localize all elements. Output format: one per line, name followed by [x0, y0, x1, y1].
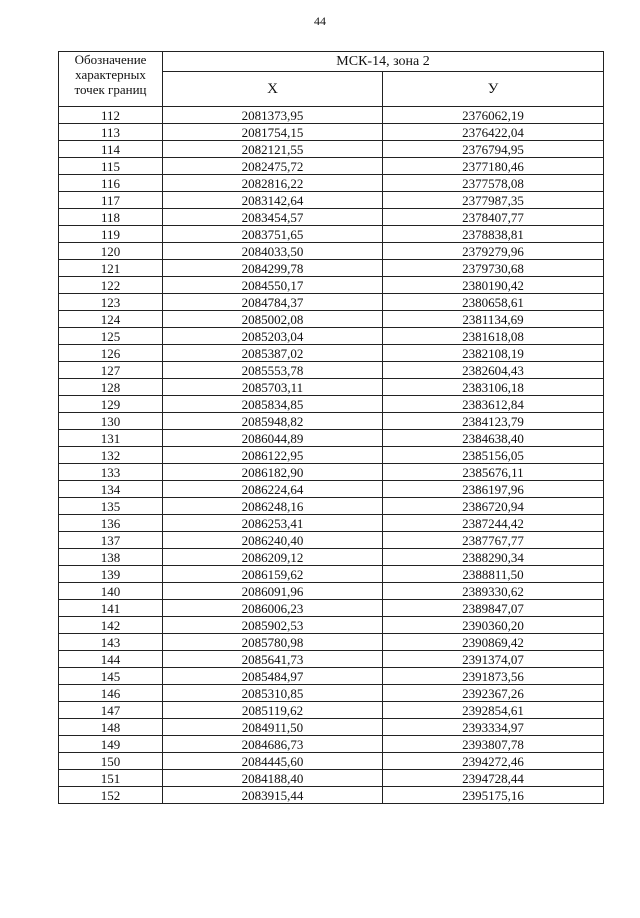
x-coordinate-cell: 2082816,22: [163, 175, 383, 192]
x-coordinate-cell: 2085119,62: [163, 702, 383, 719]
x-coordinate-cell: 2085834,85: [163, 396, 383, 413]
y-coordinate-cell: 2392854,61: [383, 702, 604, 719]
x-coordinate-cell: 2084445,60: [163, 753, 383, 770]
table-row: [59, 498, 604, 515]
y-coordinate-cell: 2389330,62: [383, 583, 604, 600]
point-id-cell: 117: [59, 192, 163, 209]
table-row: [59, 158, 604, 175]
y-coordinate-cell: 2389847,07: [383, 600, 604, 617]
y-coordinate-cell: 2393334,97: [383, 719, 604, 736]
table-row: [59, 719, 604, 736]
x-coordinate-cell: 2086182,90: [163, 464, 383, 481]
point-id-cell: 136: [59, 515, 163, 532]
table-row: [59, 226, 604, 243]
y-coordinate-cell: 2385156,05: [383, 447, 604, 464]
y-coordinate-cell: 2376794,95: [383, 141, 604, 158]
table-row: [59, 668, 604, 685]
point-id-cell: 134: [59, 481, 163, 498]
x-coordinate-cell: 2084686,73: [163, 736, 383, 753]
x-coordinate-cell: 2081754,15: [163, 124, 383, 141]
x-coordinate-cell: 2086248,16: [163, 498, 383, 515]
y-coordinate-cell: 2376422,04: [383, 124, 604, 141]
x-coordinate-cell: 2086253,41: [163, 515, 383, 532]
table-row: [59, 396, 604, 413]
table-row: [59, 481, 604, 498]
x-coordinate-cell: 2086224,64: [163, 481, 383, 498]
point-id-cell: 124: [59, 311, 163, 328]
y-coordinate-cell: 2381134,69: [383, 311, 604, 328]
x-coordinate-cell: 2081373,95: [163, 107, 383, 124]
y-coordinate-cell: 2378838,81: [383, 226, 604, 243]
table-row: [59, 566, 604, 583]
y-coordinate-cell: 2376062,19: [383, 107, 604, 124]
point-id-cell: 137: [59, 532, 163, 549]
point-id-cell: 139: [59, 566, 163, 583]
table-row: [59, 192, 604, 209]
y-coordinate-cell: 2383612,84: [383, 396, 604, 413]
table-row: [59, 124, 604, 141]
table-row: [59, 770, 604, 787]
table-row: [59, 328, 604, 345]
header-row-top: [59, 52, 604, 72]
y-coordinate-cell: 2384638,40: [383, 430, 604, 447]
y-coordinate-cell: 2391873,56: [383, 668, 604, 685]
table-row: [59, 362, 604, 379]
y-coordinate-cell: 2387244,42: [383, 515, 604, 532]
y-coordinate-cell: 2378407,77: [383, 209, 604, 226]
table-row: [59, 141, 604, 158]
table-row: [59, 175, 604, 192]
y-coordinate-cell: 2382108,19: [383, 345, 604, 362]
table-body: [59, 107, 604, 804]
y-coordinate-cell: 2390360,20: [383, 617, 604, 634]
y-column-header: У: [383, 72, 604, 107]
x-coordinate-cell: 2085948,82: [163, 413, 383, 430]
point-id-cell: 135: [59, 498, 163, 515]
point-id-cell: 131: [59, 430, 163, 447]
table-row: [59, 634, 604, 651]
x-coordinate-cell: 2083454,57: [163, 209, 383, 226]
table-row: [59, 311, 604, 328]
x-coordinate-cell: 2086240,40: [163, 532, 383, 549]
table-row: [59, 583, 604, 600]
table-row: [59, 702, 604, 719]
table-row: [59, 787, 604, 804]
table-row: [59, 209, 604, 226]
y-coordinate-cell: 2390869,42: [383, 634, 604, 651]
x-coordinate-cell: 2084784,37: [163, 294, 383, 311]
y-coordinate-cell: 2380658,61: [383, 294, 604, 311]
y-coordinate-cell: 2395175,16: [383, 787, 604, 804]
x-coordinate-cell: 2084911,50: [163, 719, 383, 736]
x-coordinate-cell: 2084550,17: [163, 277, 383, 294]
table-header: [59, 52, 604, 107]
table-row: [59, 107, 604, 124]
y-coordinate-cell: 2391374,07: [383, 651, 604, 668]
point-id-cell: 141: [59, 600, 163, 617]
x-coordinate-cell: 2084188,40: [163, 770, 383, 787]
x-coordinate-cell: 2083751,65: [163, 226, 383, 243]
x-coordinate-cell: 2086091,96: [163, 583, 383, 600]
point-id-cell: 121: [59, 260, 163, 277]
x-coordinate-cell: 2085780,98: [163, 634, 383, 651]
x-coordinate-cell: 2085203,04: [163, 328, 383, 345]
point-id-cell: 152: [59, 787, 163, 804]
table-row: [59, 277, 604, 294]
table-row: [59, 549, 604, 566]
y-coordinate-cell: 2377578,08: [383, 175, 604, 192]
x-coordinate-cell: 2085387,02: [163, 345, 383, 362]
y-coordinate-cell: 2393807,78: [383, 736, 604, 753]
coordinates-table: [58, 51, 604, 804]
x-coordinate-cell: 2085002,08: [163, 311, 383, 328]
table-row: [59, 447, 604, 464]
point-id-cell: 116: [59, 175, 163, 192]
table-row: [59, 753, 604, 770]
x-coordinate-cell: 2085553,78: [163, 362, 383, 379]
x-coordinate-cell: 2085902,53: [163, 617, 383, 634]
point-id-cell: 140: [59, 583, 163, 600]
point-id-cell: 130: [59, 413, 163, 430]
x-coordinate-cell: 2082121,55: [163, 141, 383, 158]
x-coordinate-cell: 2086159,62: [163, 566, 383, 583]
y-coordinate-cell: 2379279,96: [383, 243, 604, 260]
point-id-cell: 145: [59, 668, 163, 685]
point-id-cell: 144: [59, 651, 163, 668]
y-coordinate-cell: 2385676,11: [383, 464, 604, 481]
y-coordinate-cell: 2381618,08: [383, 328, 604, 345]
table-row: [59, 736, 604, 753]
table-row: [59, 532, 604, 549]
point-id-cell: 119: [59, 226, 163, 243]
point-id-cell: 133: [59, 464, 163, 481]
point-id-cell: 146: [59, 685, 163, 702]
designation-header: Обозначение характерных точек границ: [59, 52, 163, 107]
y-coordinate-cell: 2382604,43: [383, 362, 604, 379]
table-row: [59, 430, 604, 447]
point-id-cell: 122: [59, 277, 163, 294]
point-id-cell: 147: [59, 702, 163, 719]
y-coordinate-cell: 2379730,68: [383, 260, 604, 277]
x-coordinate-cell: 2086006,23: [163, 600, 383, 617]
point-id-cell: 148: [59, 719, 163, 736]
point-id-cell: 138: [59, 549, 163, 566]
y-coordinate-cell: 2384123,79: [383, 413, 604, 430]
x-coordinate-cell: 2083142,64: [163, 192, 383, 209]
point-id-cell: 150: [59, 753, 163, 770]
y-coordinate-cell: 2377180,46: [383, 158, 604, 175]
table-row: [59, 260, 604, 277]
point-id-cell: 143: [59, 634, 163, 651]
x-coordinate-cell: 2085641,73: [163, 651, 383, 668]
table-row: [59, 515, 604, 532]
table-row: [59, 379, 604, 396]
table-row: [59, 685, 604, 702]
point-id-cell: 127: [59, 362, 163, 379]
table-row: [59, 243, 604, 260]
y-coordinate-cell: 2392367,26: [383, 685, 604, 702]
y-coordinate-cell: 2394728,44: [383, 770, 604, 787]
y-coordinate-cell: 2383106,18: [383, 379, 604, 396]
x-column-header: Х: [163, 72, 383, 107]
table-row: [59, 345, 604, 362]
y-coordinate-cell: 2388811,50: [383, 566, 604, 583]
x-coordinate-cell: 2083915,44: [163, 787, 383, 804]
y-coordinate-cell: 2386720,94: [383, 498, 604, 515]
y-coordinate-cell: 2388290,34: [383, 549, 604, 566]
point-id-cell: 113: [59, 124, 163, 141]
x-coordinate-cell: 2085484,97: [163, 668, 383, 685]
point-id-cell: 115: [59, 158, 163, 175]
point-id-cell: 123: [59, 294, 163, 311]
point-id-cell: 132: [59, 447, 163, 464]
x-coordinate-cell: 2084033,50: [163, 243, 383, 260]
point-id-cell: 112: [59, 107, 163, 124]
table-row: [59, 651, 604, 668]
table-row: [59, 294, 604, 311]
x-coordinate-cell: 2086209,12: [163, 549, 383, 566]
table-row: [59, 617, 604, 634]
point-id-cell: 142: [59, 617, 163, 634]
y-coordinate-cell: 2394272,46: [383, 753, 604, 770]
point-id-cell: 129: [59, 396, 163, 413]
point-id-cell: 125: [59, 328, 163, 345]
coordinate-system-header: МСК-14, зона 2: [163, 52, 604, 72]
y-coordinate-cell: 2387767,77: [383, 532, 604, 549]
point-id-cell: 149: [59, 736, 163, 753]
x-coordinate-cell: 2085310,85: [163, 685, 383, 702]
point-id-cell: 114: [59, 141, 163, 158]
x-coordinate-cell: 2085703,11: [163, 379, 383, 396]
x-coordinate-cell: 2082475,72: [163, 158, 383, 175]
x-coordinate-cell: 2084299,78: [163, 260, 383, 277]
y-coordinate-cell: 2377987,35: [383, 192, 604, 209]
y-coordinate-cell: 2380190,42: [383, 277, 604, 294]
point-id-cell: 118: [59, 209, 163, 226]
point-id-cell: 151: [59, 770, 163, 787]
page-number: 44: [314, 14, 326, 28]
x-coordinate-cell: 2086122,95: [163, 447, 383, 464]
y-coordinate-cell: 2386197,96: [383, 481, 604, 498]
point-id-cell: 126: [59, 345, 163, 362]
x-coordinate-cell: 2086044,89: [163, 430, 383, 447]
table-row: [59, 600, 604, 617]
table-row: [59, 464, 604, 481]
point-id-cell: 120: [59, 243, 163, 260]
point-id-cell: 128: [59, 379, 163, 396]
table-row: [59, 413, 604, 430]
